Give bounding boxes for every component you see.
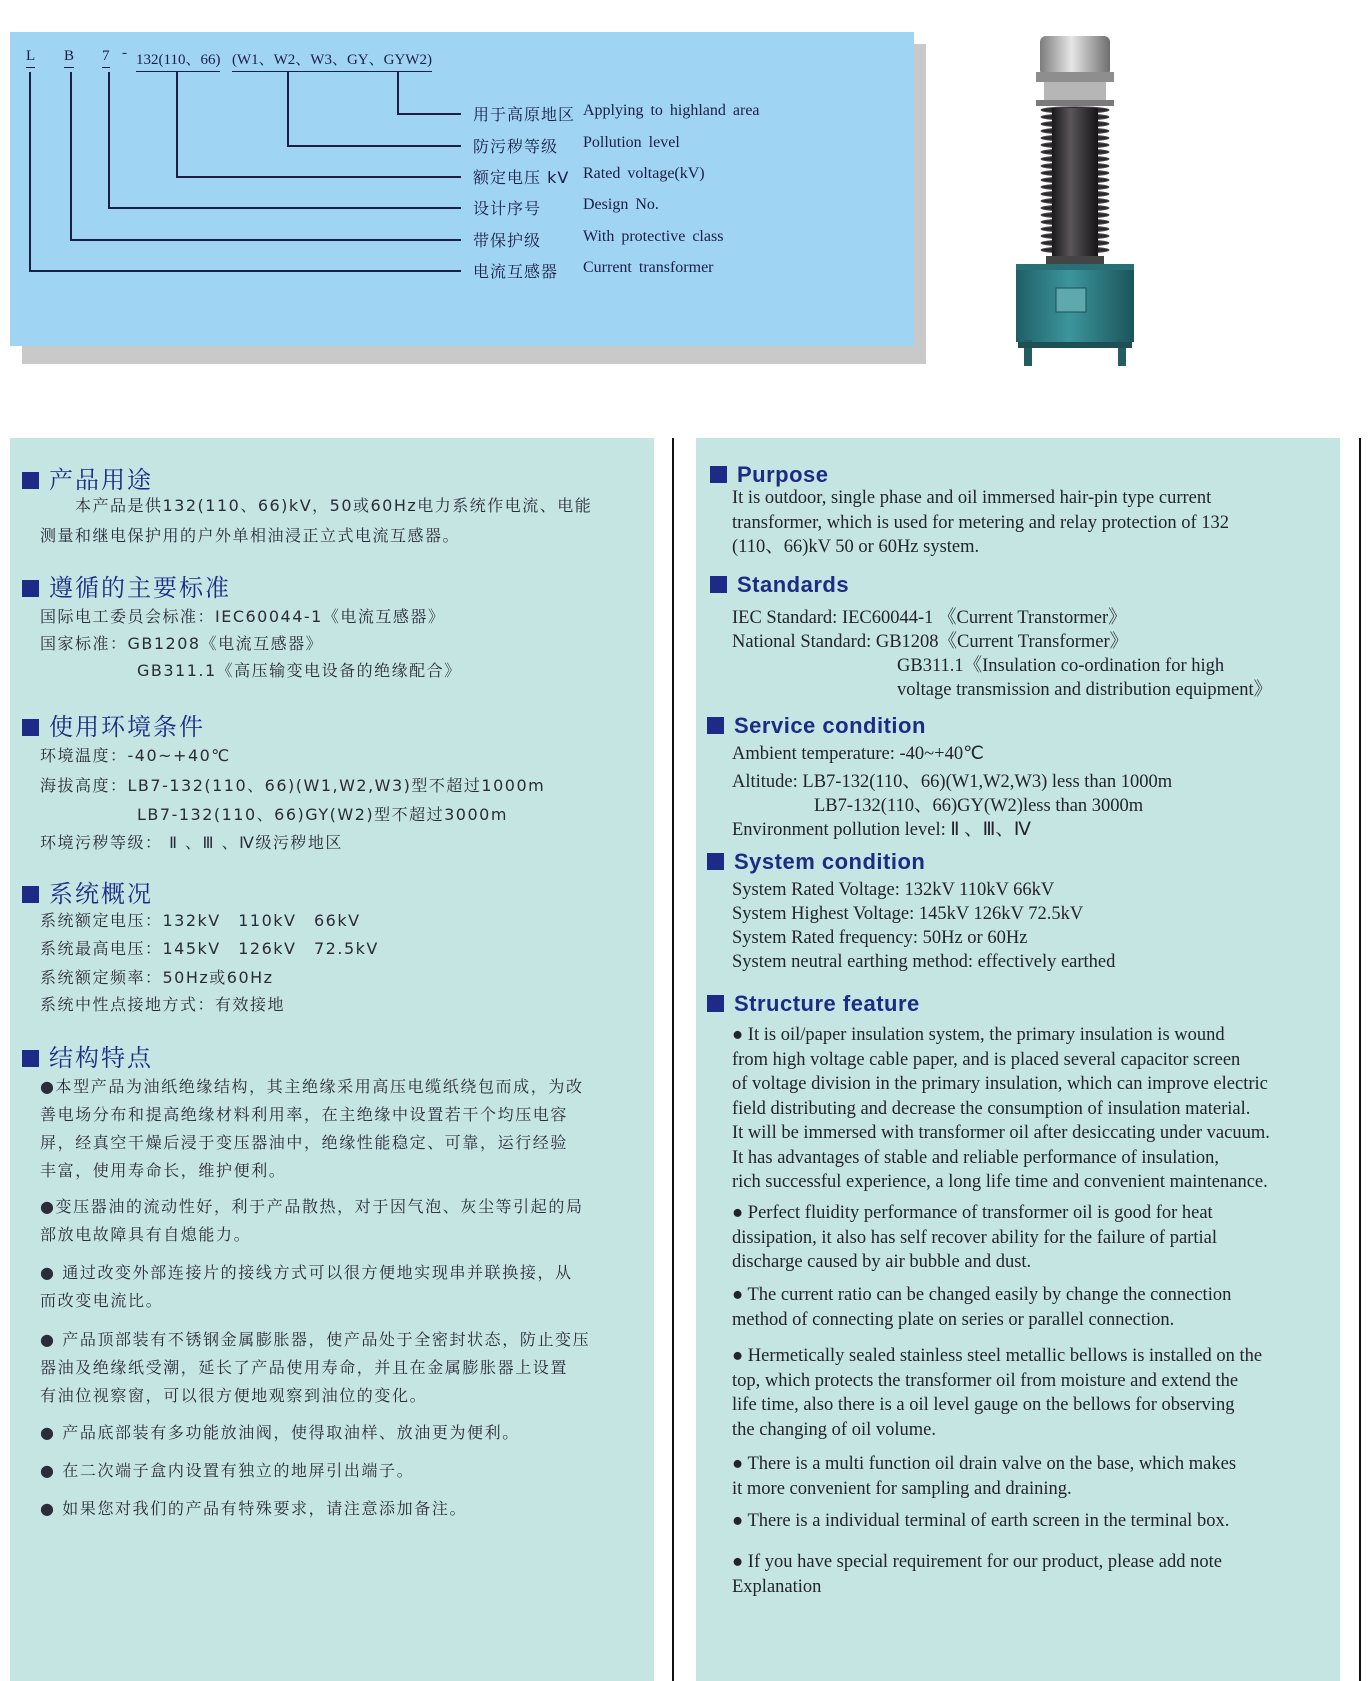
bullet-line: ● 产品顶部装有不锈钢金属膨胀器，使产品处于全密封状态，防止变压 <box>40 1330 591 1349</box>
zh-structure-bullet <box>40 1193 584 1249</box>
en-structure-bullet <box>732 1344 1262 1442</box>
leader-line-pollution <box>288 72 461 146</box>
bullet-line: 而改变电流比。 <box>40 1291 164 1310</box>
zh-system-line: 系统最高电压：145kV 126kV 72.5kV <box>40 939 379 958</box>
designation-row-en: With protective class <box>583 228 724 245</box>
en-service-line: Environment pollution level: Ⅱ 、Ⅲ、Ⅳ <box>732 820 1031 840</box>
en-structure-bullet <box>732 1550 1222 1599</box>
heading-text: Standards <box>737 572 850 597</box>
bullet-line: ● 在二次端子盒内设置有独立的地屏引出端子。 <box>40 1461 415 1480</box>
text-line: It is outdoor, single phase and oil immersed hair-pin type current <box>732 488 1212 508</box>
heading-text: 系统概况 <box>49 880 153 908</box>
en-system-line: System Highest Voltage: 145kV 126kV 72.5kV <box>732 904 1084 924</box>
zh-system-heading <box>22 874 153 909</box>
bullet-line: life time, also there is a oil level gauge on the bellows for observing <box>732 1395 1235 1415</box>
en-structure-heading <box>707 991 920 1017</box>
bullet-line: ● Hermetically sealed stainless steel metallic bellows is installed on the <box>732 1346 1263 1366</box>
en-structure-bullet <box>732 1201 1217 1275</box>
code-letter-l: L <box>26 48 35 68</box>
zh-service-line: LB7-132(110、66)GY(W2)型不超过3000m <box>137 805 508 824</box>
bullet-line: ● If you have special requirement for our product, please add note <box>732 1552 1222 1572</box>
leader-line-design-no <box>109 72 461 208</box>
designation-row-en: Design No. <box>583 196 659 213</box>
zh-system-line: 系统中性点接地方式：有效接地 <box>40 995 286 1014</box>
en-service-line: Ambient temperature: -40~+40℃ <box>732 744 984 764</box>
heading-text: Structure feature <box>734 991 920 1016</box>
bullet-line: field distributing and decrease the consumption of insulation material. <box>732 1098 1251 1119</box>
bullet-line: method of connecting plate on series or parallel connection. <box>732 1309 1175 1330</box>
zh-standards-heading <box>22 568 231 603</box>
leader-line-protective <box>71 72 461 240</box>
designation-row-zh: 带保护级 <box>473 231 542 250</box>
bullet-line: dissipation, it also has self recover ability for the failure of partial <box>732 1227 1217 1248</box>
bullet-line: 丰富，使用寿命长，维护便利。 <box>40 1161 287 1180</box>
square-bullet-icon <box>710 576 727 593</box>
bullet-line: ● There is a multi function oil drain valve on the base, which makes <box>732 1454 1237 1474</box>
bullet-line: top, which protects the transformer oil from moisture and extend the <box>732 1370 1239 1391</box>
zh-purpose-line: 本产品是供132(110、66)kV，50或60Hz电力系统作电流、电能 <box>40 496 593 515</box>
code-design-no: 7 <box>102 48 110 68</box>
designation-row-zh: 防污秽等级 <box>473 137 559 156</box>
square-bullet-icon <box>707 717 724 734</box>
bullet-line: It will be immersed with transformer oil after desiccating under vacuum. <box>732 1123 1270 1143</box>
square-bullet-icon <box>710 466 727 483</box>
zh-standards-line: GB311.1《高压输变电设备的绝缘配合》 <box>137 661 462 680</box>
code-letter-b: B <box>64 48 74 68</box>
designation-leader-lines <box>0 0 914 350</box>
en-standards-line: GB311.1《Insulation co-ordination for high <box>897 656 1225 676</box>
en-system-line: System neutral earthing method: effectively earthed <box>732 952 1116 972</box>
designation-row-zh: 电流互感器 <box>473 262 559 281</box>
zh-structure-heading <box>22 1038 153 1073</box>
heading-text: 产品用途 <box>49 466 153 494</box>
square-bullet-icon <box>707 853 724 870</box>
zh-purpose-heading <box>22 460 153 495</box>
zh-service-heading <box>22 707 205 742</box>
right-edge-line <box>1359 438 1361 1681</box>
designation-row-zh: 额定电压 kV <box>473 168 570 187</box>
square-bullet-icon <box>22 719 39 736</box>
bullet-line: ●本型产品为油纸绝缘结构，其主绝缘采用高压电缆纸绕包而成，为改 <box>40 1077 584 1096</box>
bullet-line: ●变压器油的流动性好，利于产品散热，对于因气泡、灰尘等引起的局 <box>40 1197 584 1216</box>
bullet-line: 善电场分布和提高绝缘材料利用率，在主绝缘中设置若干个均压电容 <box>40 1105 569 1124</box>
square-bullet-icon <box>22 886 39 903</box>
en-standards-line: National Standard: GB1208《Current Transformer》 <box>732 632 1129 652</box>
designation-row-zh: 用于高原地区 <box>473 105 576 124</box>
zh-standards-line: 国家标准：GB1208《电流互感器》 <box>40 634 324 653</box>
square-bullet-icon <box>22 472 39 489</box>
bullet-line: it more convenient for sampling and draining. <box>732 1478 1072 1499</box>
bullet-line: ● 产品底部装有多功能放油阀，使得取油样、放油更为便利。 <box>40 1423 520 1442</box>
zh-system-line: 系统额定频率：50Hz或60Hz <box>40 968 274 987</box>
bullet-line: ● Perfect fluidity performance of transformer oil is good for heat <box>732 1203 1213 1223</box>
en-service-line: Altitude: LB7-132(110、66)(W1,W2,W3) less than 1000m <box>732 772 1173 792</box>
text-line: transformer, which is used for metering and relay protection of 132 <box>732 512 1230 533</box>
zh-structure-bullet <box>40 1073 584 1185</box>
bullet-line: discharge caused by air bubble and dust. <box>732 1252 1032 1272</box>
en-standards-heading <box>710 572 849 598</box>
column-divider <box>672 438 674 1681</box>
zh-structure-bullet <box>40 1457 414 1485</box>
bullet-line: ● It is oil/paper insulation system, the primary insulation is wound <box>732 1025 1225 1045</box>
bullet-line: 屏，经真空干燥后浸于变压器油中，绝缘性能稳定、可靠，运行经验 <box>40 1133 569 1152</box>
code-variants: (W1、W2、W3、GY、GYW2) <box>232 48 432 72</box>
en-system-line: System Rated frequency: 50Hz or 60Hz <box>732 928 1028 948</box>
bullet-line: from high voltage cable paper, and is placed several capacitor screen <box>732 1049 1241 1070</box>
zh-standards-line: 国际电工委员会标准：IEC60044-1《电流互感器》 <box>40 607 446 626</box>
en-structure-bullet <box>732 1509 1229 1534</box>
en-purpose-heading <box>710 462 829 488</box>
en-structure-bullet <box>732 1452 1236 1501</box>
square-bullet-icon <box>707 995 724 1012</box>
heading-text: Purpose <box>737 462 829 487</box>
zh-structure-bullet <box>40 1495 467 1523</box>
bullet-line: 有油位视察窗，可以很方便地观察到油位的变化。 <box>40 1386 428 1405</box>
zh-service-line: 环境污秽等级： Ⅱ 、Ⅲ 、Ⅳ级污秽地区 <box>40 833 343 852</box>
zh-purpose-line: 测量和继电保护用的户外单相油浸正立式电流互感器。 <box>40 526 461 545</box>
bullet-line: ● 通过改变外部连接片的接线方式可以很方便地实现串并联换接，从 <box>40 1263 573 1282</box>
designation-row-en: Current transformer <box>583 259 714 276</box>
heading-text: System condition <box>734 849 926 874</box>
square-bullet-icon <box>22 580 39 597</box>
en-standards-line: voltage transmission and distribution equipment》 <box>897 680 1273 700</box>
en-service-heading <box>707 713 926 739</box>
en-structure-bullet <box>732 1283 1231 1332</box>
en-system-line: System Rated Voltage: 132kV 110kV 66kV <box>732 880 1055 900</box>
designation-row-en: Rated voltage(kV) <box>583 165 705 182</box>
en-system-heading <box>707 849 925 875</box>
zh-system-line: 系统额定电压：132kV 110kV 66kV <box>40 911 361 930</box>
bullet-line: of voltage division in the primary insulation, which can improve electric <box>732 1074 1268 1094</box>
zh-service-line: 海拔高度：LB7-132(110、66)(W1,W2,W3)型不超过1000m <box>40 776 546 795</box>
designation-row-en: Applying to highland area <box>583 102 760 119</box>
designation-row-zh: 设计序号 <box>473 199 542 218</box>
bullet-line: ● There is a individual terminal of earth screen in the terminal box. <box>732 1511 1230 1531</box>
en-standards-line: IEC Standard: IEC60044-1 《Current Transtormer》 <box>732 608 1127 628</box>
bullet-line: ● 如果您对我们的产品有特殊要求，请注意添加备注。 <box>40 1499 468 1518</box>
text-line: (110、66)kV 50 or 60Hz system. <box>732 537 980 557</box>
bullet-line: ● The current ratio can be changed easily by change the connection <box>732 1285 1232 1305</box>
en-structure-bullet <box>732 1023 1270 1195</box>
leader-line-ct <box>30 72 461 271</box>
heading-text: 使用环境条件 <box>49 713 205 741</box>
zh-structure-bullet <box>40 1259 573 1315</box>
bullet-line: 部放电故障具有自熄能力。 <box>40 1225 252 1244</box>
bullet-line: rich successful experience, a long life time and convenient maintenance. <box>732 1172 1268 1192</box>
bullet-line: 器油及绝缘纸受潮，延长了产品使用寿命，并且在金属膨胀器上设置 <box>40 1358 569 1377</box>
en-purpose-text <box>732 486 1229 560</box>
code-dash: - <box>122 45 127 61</box>
current-transformer-icon <box>1010 34 1140 370</box>
square-bullet-icon <box>22 1050 39 1067</box>
heading-text: 遵循的主要标准 <box>49 574 231 602</box>
leader-line-voltage <box>177 72 461 177</box>
bullet-line: Explanation <box>732 1576 822 1597</box>
bullet-line: the changing of oil volume. <box>732 1419 936 1440</box>
code-voltage: 132(110、66) <box>136 48 220 72</box>
leader-line-highland <box>398 72 461 114</box>
zh-structure-bullet <box>40 1419 520 1447</box>
zh-structure-bullet <box>40 1326 590 1410</box>
en-service-line: LB7-132(110、66)GY(W2)less than 3000m <box>814 796 1144 816</box>
heading-text: 结构特点 <box>49 1044 153 1072</box>
designation-row-en: Pollution level <box>583 134 680 151</box>
heading-text: Service condition <box>734 713 926 738</box>
bullet-line: It has advantages of stable and reliable performance of insulation, <box>732 1147 1219 1168</box>
zh-service-line: 环境温度：-40~+40℃ <box>40 746 231 765</box>
